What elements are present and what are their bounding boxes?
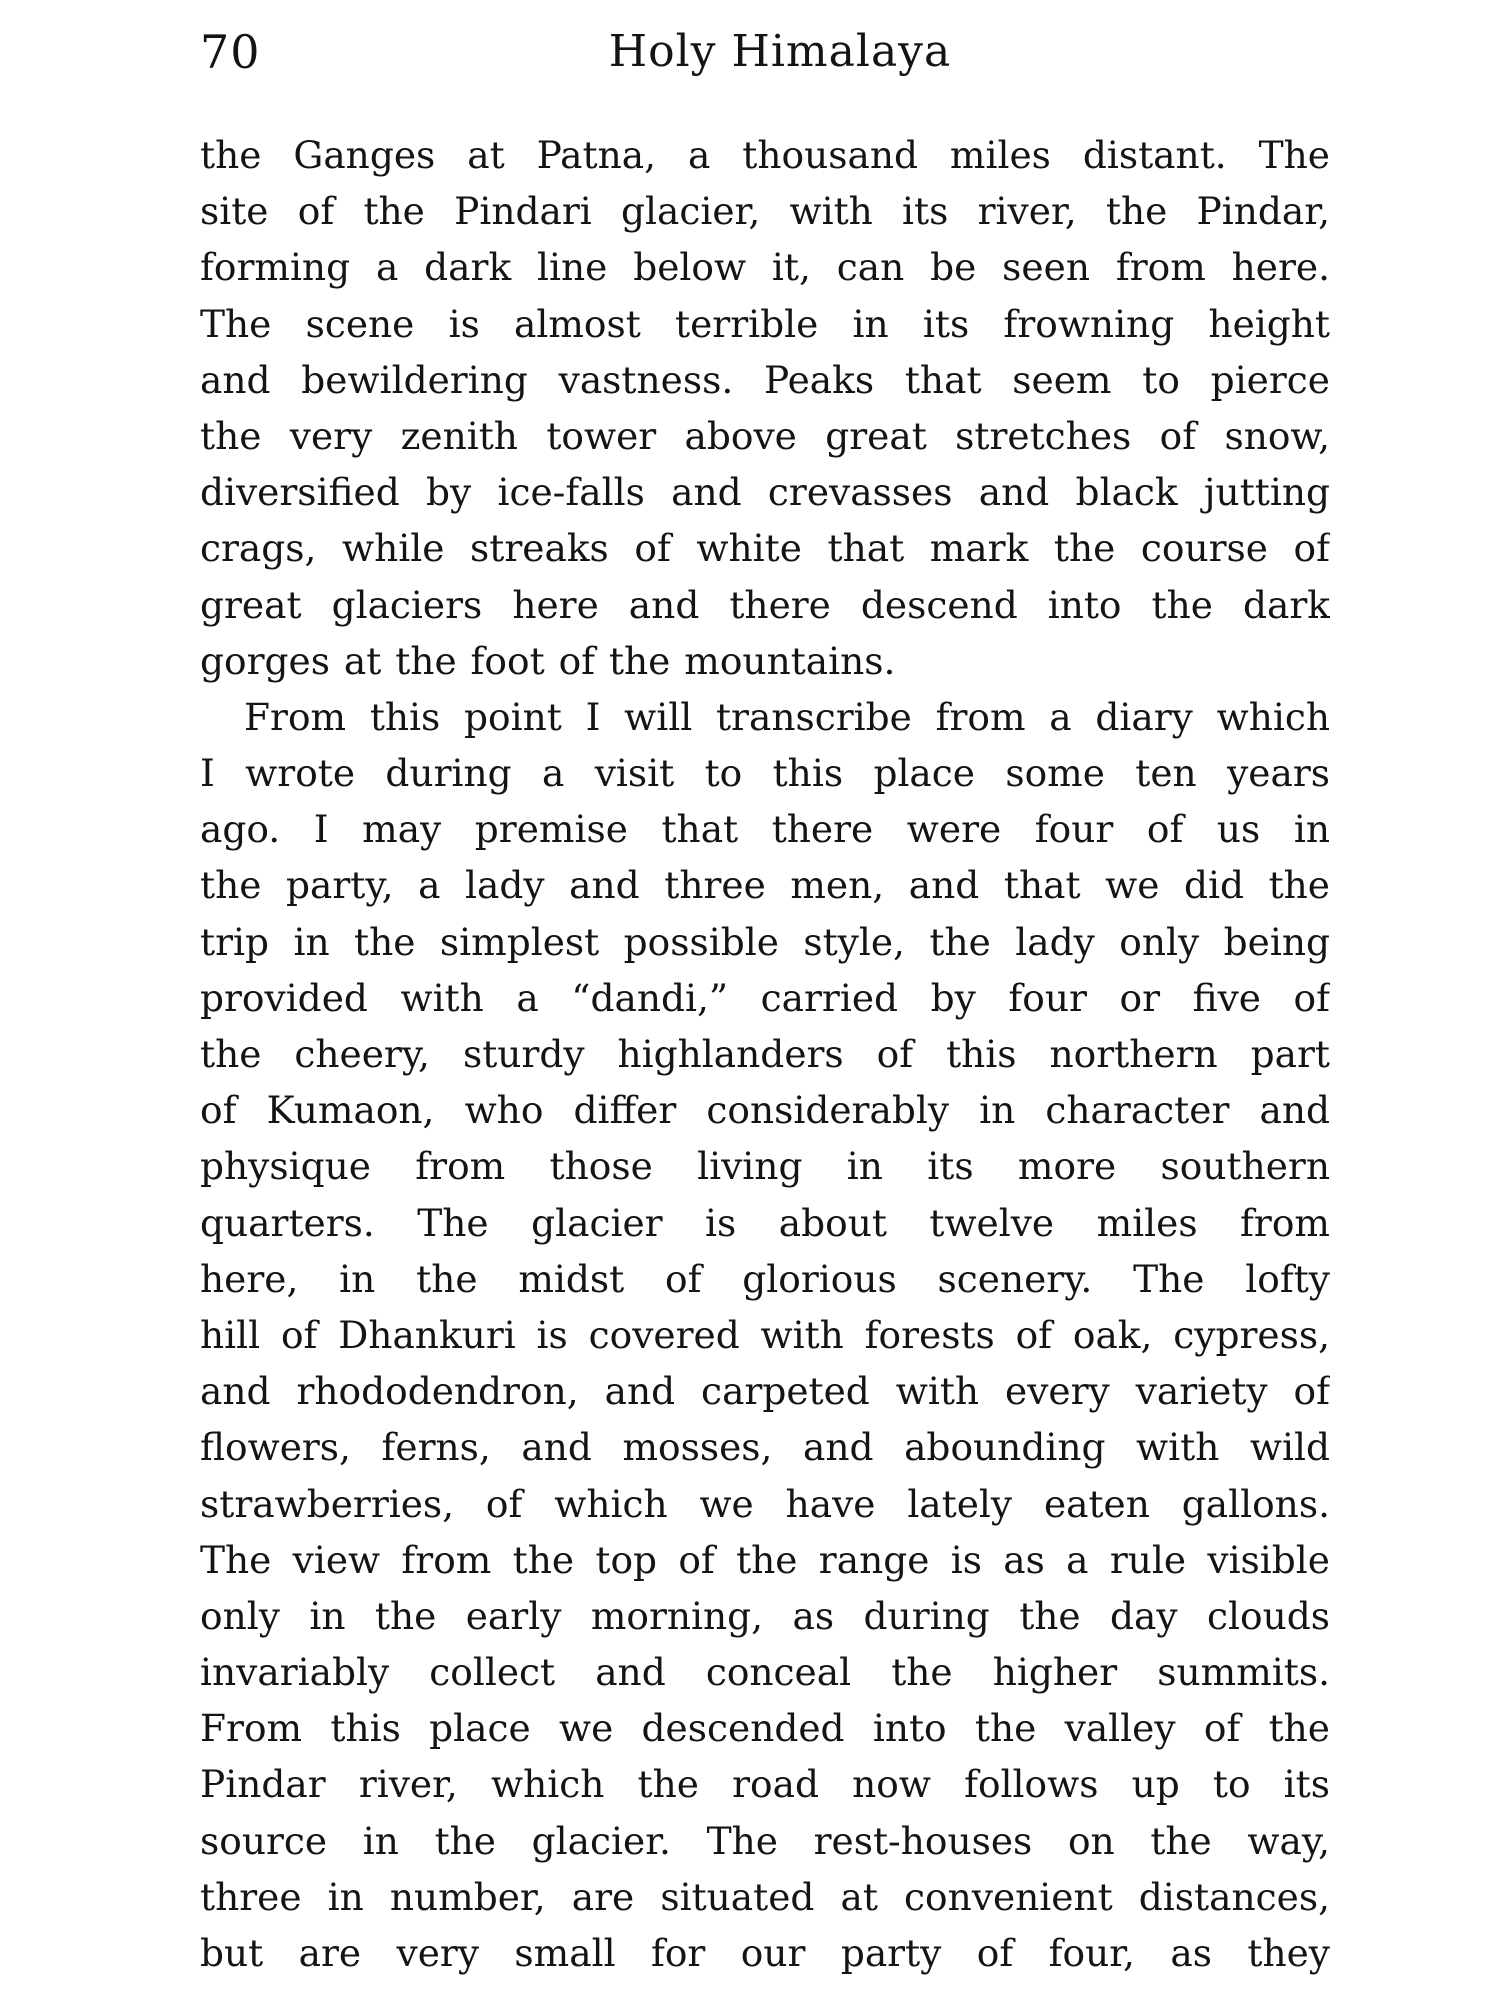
text-line: diversified by ice-falls and crevasses and black jutting (200, 470, 1330, 515)
running-title: Holy Himalaya (608, 26, 952, 77)
body-text (200, 127, 1330, 1981)
text-line: physique from those living in its more southern (200, 1144, 1330, 1189)
text-line: ago. I may premise that there were four of us in (200, 807, 1330, 852)
text-line: of Kumaon, who differ considerably in character and (200, 1088, 1330, 1133)
text-line: only in the early morning, as during the day clouds (200, 1593, 1330, 1638)
text-line: great glaciers here and there descend into the dark (200, 582, 1330, 627)
text-line: and rhododendron, and carpeted with every variety of (200, 1369, 1330, 1414)
text-line: strawberries, of which we have lately eaten gallons. (200, 1481, 1330, 1526)
text-line: hill of Dhankuri is covered with forests of oak, cypress, (200, 1312, 1330, 1357)
page-number: 70 (200, 25, 261, 79)
text-line: From this place we descended into the valley of the (200, 1706, 1330, 1751)
text-line: the very zenith tower above great stretches of snow, (200, 413, 1330, 458)
text-line: Pindar river, which the road now follows up to its (200, 1762, 1330, 1807)
text-line: crags, while streaks of white that mark the course of (200, 526, 1330, 571)
text-line: here, in the midst of glorious scenery. The lofty (200, 1256, 1330, 1301)
text-line: The scene is almost terrible in its frowning height (200, 301, 1330, 346)
text-line: but are very small for our party of four, as they (200, 1931, 1330, 1975)
text-line: The view from the top of the range is as a rule visible (200, 1537, 1330, 1582)
text-line: the party, a lady and three men, and that we did the (200, 863, 1330, 908)
text-line: quarters. The glacier is about twelve miles from (200, 1200, 1330, 1245)
text-line: gorges at the foot of the mountains. (200, 638, 896, 683)
text-line: flowers, ferns, and mosses, and abounding with wild (200, 1425, 1330, 1470)
text-line: invariably collect and conceal the higher summits. (200, 1650, 1330, 1695)
page-header (200, 22, 1320, 82)
text-line: and bewildering vastness. Peaks that seem to pierce (200, 357, 1330, 402)
text-line: From this point I will transcribe from a diary which (244, 694, 1330, 739)
text-line: site of the Pindari glacier, with its river, the Pindar, (200, 189, 1330, 234)
text-line: trip in the simplest possible style, the lady only being (200, 919, 1330, 964)
text-line: forming a dark line below it, can be seen from here. (200, 245, 1330, 290)
text-line: I wrote during a visit to this place some ten years (200, 751, 1330, 796)
text-line: the cheery, sturdy highlanders of this northern part (200, 1032, 1330, 1076)
text-line: the Ganges at Patna, a thousand miles distant. The (200, 133, 1330, 177)
text-line: source in the glacier. The rest-houses on the way, (200, 1818, 1330, 1863)
text-line: provided with a “dandi,” carried by four or five of (200, 975, 1330, 1020)
text-line: three in number, are situated at convenient distances, (200, 1874, 1330, 1919)
